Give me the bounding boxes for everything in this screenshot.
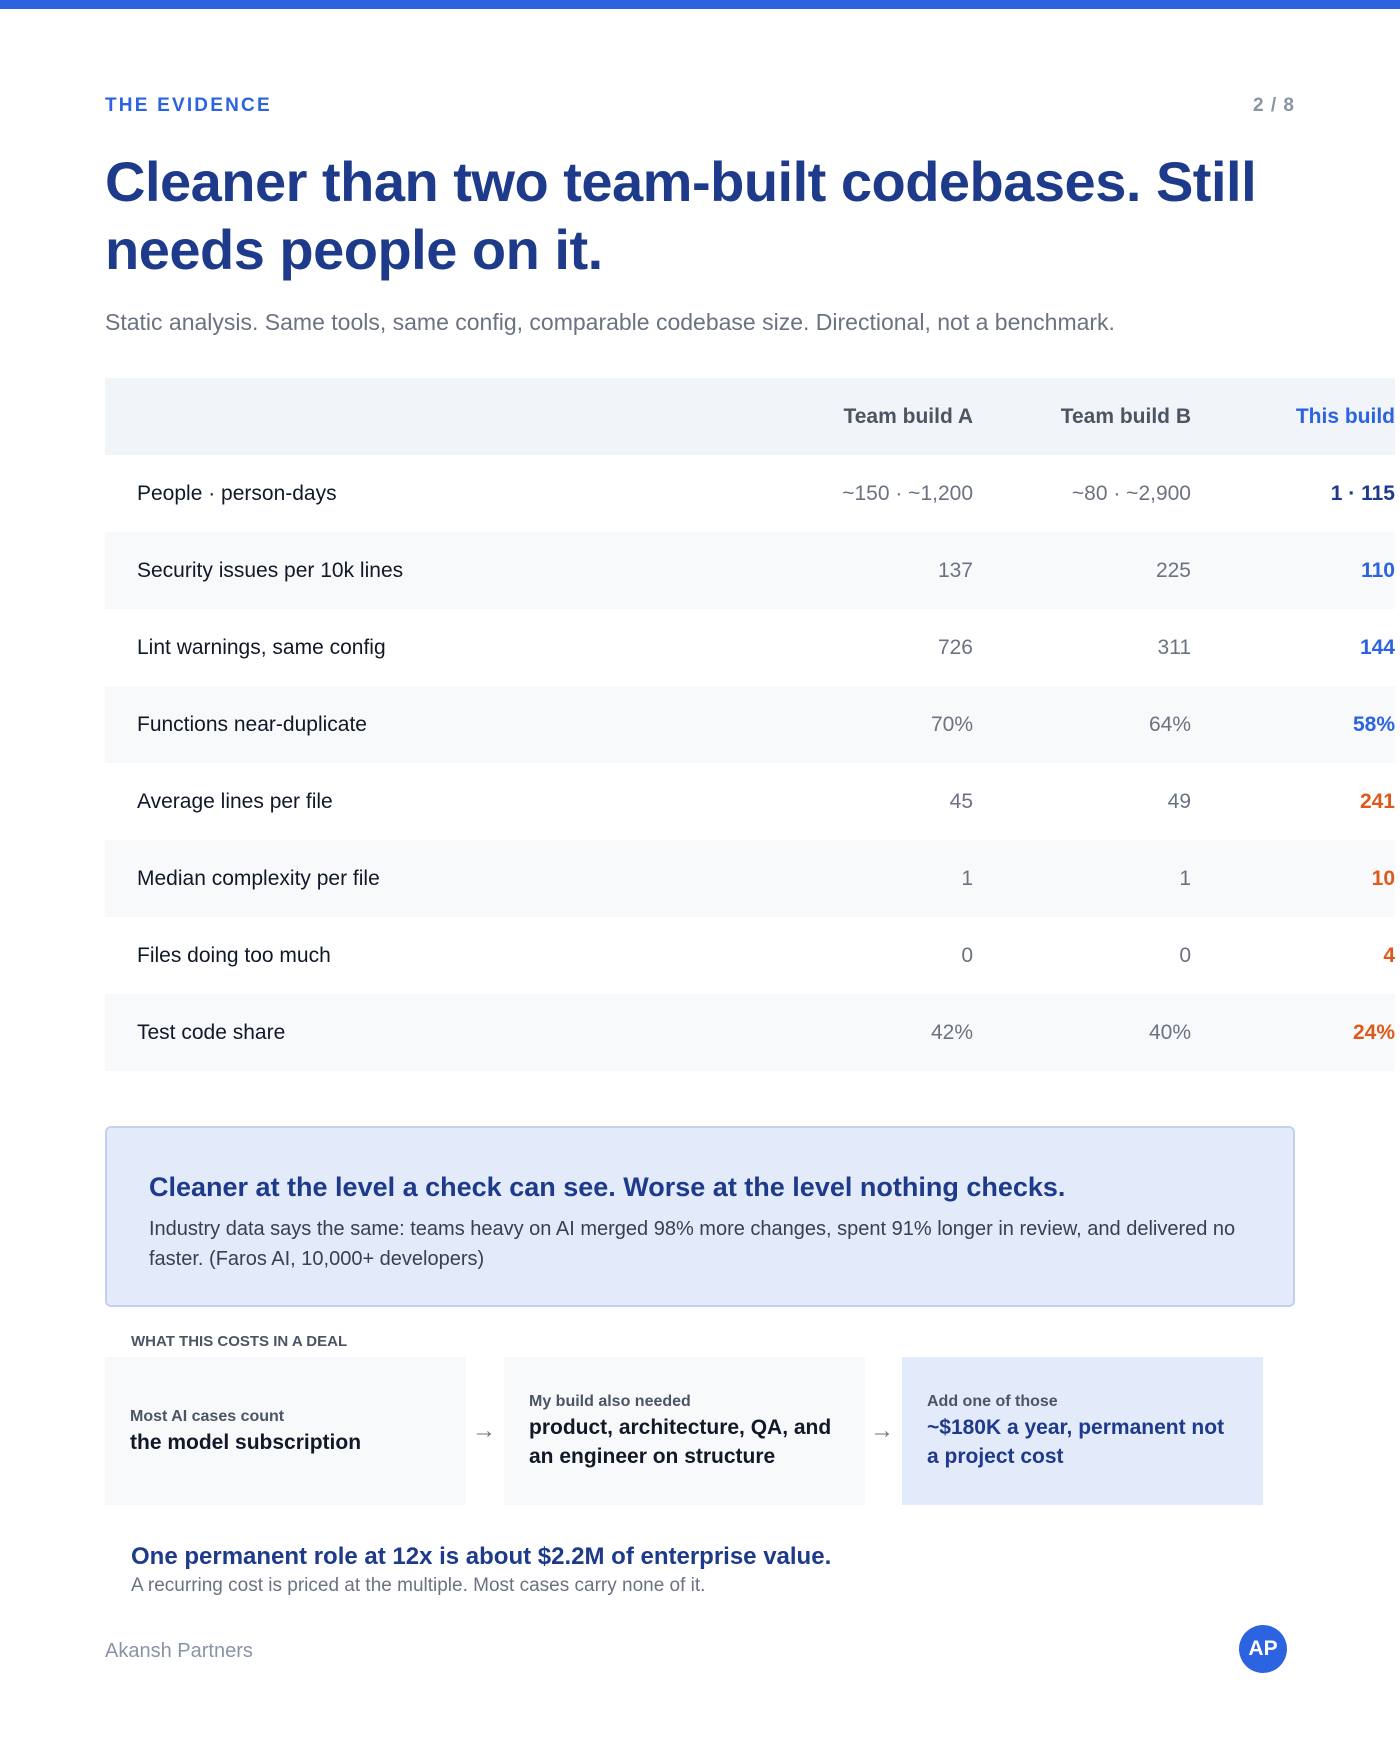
step-value: product, architecture, QA, and an engineer on structure — [529, 1416, 832, 1468]
table-row — [105, 455, 1395, 532]
column-header-team-b: Team build B — [1060, 404, 1191, 428]
insight-callout — [105, 1126, 1295, 1307]
row-label: Files doing too much — [137, 943, 331, 967]
conclusion-title: One permanent role at 12x is about $2.2M of enterprise value. — [131, 1543, 832, 1570]
this-build-value: 241 — [1359, 789, 1395, 813]
team-a-value: 0 — [961, 943, 973, 967]
arrow-right-icon: → — [870, 1417, 894, 1444]
team-b-value: 1 — [1179, 866, 1191, 890]
team-b-value: 49 — [1167, 789, 1191, 813]
comparison-table — [105, 378, 1395, 1071]
footer-brand: Akansh Partners — [105, 1640, 253, 1662]
top-accent-bar — [0, 0, 1400, 9]
table-row — [105, 917, 1395, 994]
step-caption: My build also needed — [529, 1393, 691, 1410]
this-build-value: 10 — [1371, 866, 1395, 890]
column-header-metric — [105, 378, 642, 455]
table-row — [105, 763, 1395, 840]
table-row — [105, 686, 1395, 763]
table-row — [105, 609, 1395, 686]
team-a-value: 42% — [930, 1020, 973, 1044]
team-b-value: ~80 · ~2,900 — [1071, 481, 1191, 505]
step-value: the model subscription — [130, 1430, 362, 1454]
row-label: Test code share — [137, 1020, 286, 1044]
brand-logo-badge: AP — [1239, 1625, 1287, 1673]
step-value: ~$180K a year, permanent not a project cost — [927, 1416, 1225, 1468]
cost-step-subscription — [105, 1357, 466, 1505]
team-b-value: 40% — [1148, 1020, 1191, 1044]
team-b-value: 311 — [1157, 635, 1191, 659]
row-label: Average lines per file — [137, 789, 333, 813]
this-build-value: 24% — [1352, 1020, 1395, 1044]
costs-section-label: WHAT THIS COSTS IN A DEAL — [131, 1333, 348, 1350]
cost-step-permanent-cost — [902, 1357, 1263, 1505]
row-label: Security issues per 10k lines — [137, 558, 404, 582]
this-build-value: 110 — [1361, 558, 1395, 582]
table-header-row — [105, 378, 1395, 455]
row-label: Median complexity per file — [137, 866, 380, 890]
team-a-value: ~150 · ~1,200 — [842, 481, 973, 505]
eyebrow-row — [105, 95, 1295, 119]
this-build-value: 58% — [1352, 712, 1395, 736]
table-row — [105, 532, 1395, 609]
this-build-value: 1 · 115 — [1330, 481, 1395, 505]
table-row — [105, 994, 1395, 1071]
row-label: Functions near-duplicate — [137, 712, 367, 736]
team-a-value: 1 — [961, 866, 973, 890]
row-label: People · person-days — [137, 481, 337, 505]
team-b-value: 64% — [1148, 712, 1191, 736]
page-number: 2 / 8 — [1253, 95, 1295, 116]
team-b-value: 225 — [1155, 558, 1191, 582]
column-header-this-build: This build — [1295, 404, 1395, 428]
cost-step-team-needs — [504, 1357, 865, 1505]
conclusion-subtitle: A recurring cost is priced at the multiple. Most cases carry none of it. — [131, 1575, 706, 1596]
arrow-right-icon: → — [472, 1417, 496, 1444]
page-subtitle: Static analysis. Same tools, same config, comparable codebase size. Directional, not a benchmark. — [105, 309, 1115, 335]
page-title: Cleaner than two team-built codebases. Still needs people on it. — [105, 150, 1257, 281]
section-eyebrow: THE EVIDENCE — [105, 95, 272, 116]
step-caption: Add one of those — [927, 1393, 1058, 1410]
this-build-value: 144 — [1359, 635, 1395, 659]
team-a-value: 726 — [937, 635, 973, 659]
team-a-value: 70% — [930, 712, 973, 736]
callout-body: Industry data says the same: teams heavy on AI merged 98% more changes, spent 91% longer in review, and delivered no faster. (Faros AI, 10,000+ developers) — [149, 1218, 1236, 1270]
step-caption: Most AI cases count — [130, 1407, 285, 1425]
table-row — [105, 840, 1395, 917]
callout-title: Cleaner at the level a check can see. Worse at the level nothing checks. — [149, 1172, 1066, 1202]
this-build-value: 4 — [1383, 943, 1395, 967]
row-label: Lint warnings, same config — [137, 635, 386, 659]
team-a-value: 137 — [937, 558, 973, 582]
column-header-team-a: Team build A — [843, 404, 973, 428]
team-a-value: 45 — [949, 789, 973, 813]
team-b-value: 0 — [1179, 943, 1191, 967]
